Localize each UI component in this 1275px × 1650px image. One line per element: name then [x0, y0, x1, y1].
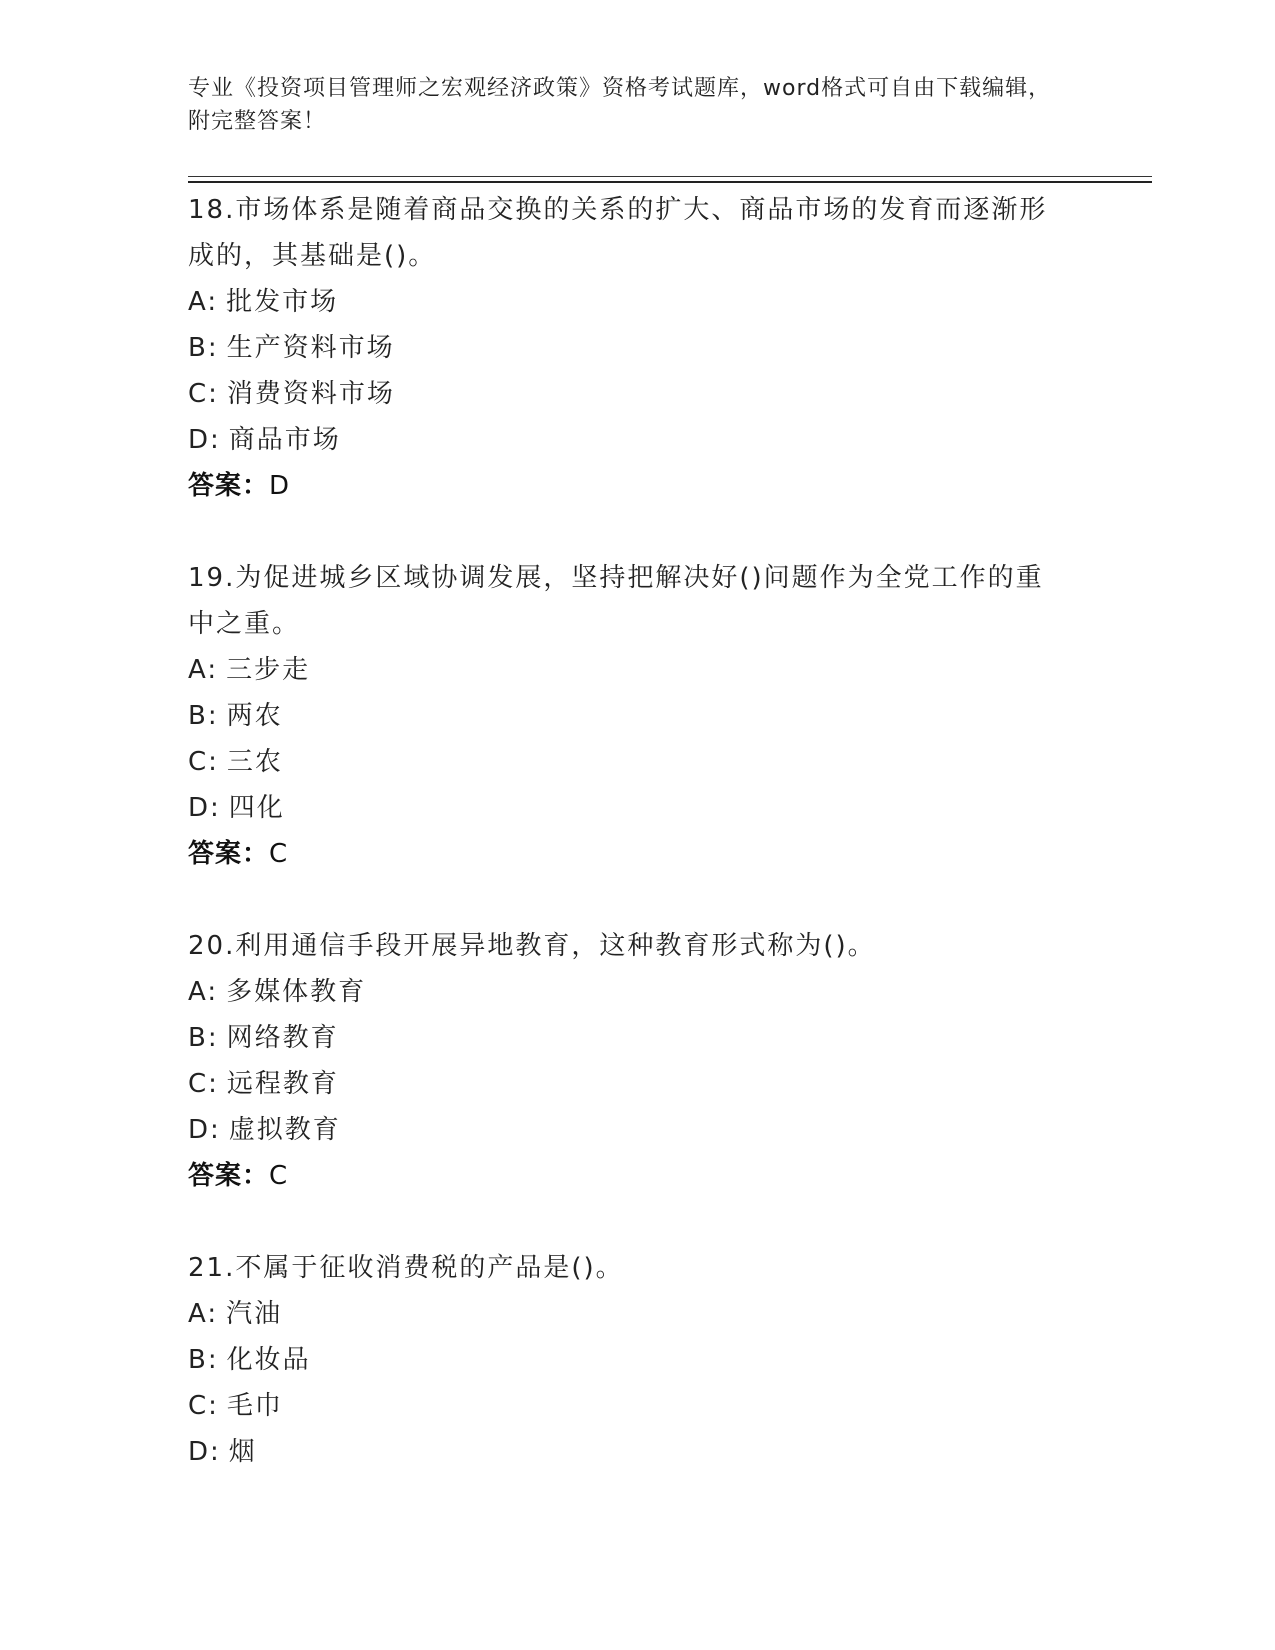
option-d — [188, 1429, 1088, 1475]
option-key: D: — [188, 793, 221, 823]
option-key: C: — [188, 1391, 219, 1421]
document-header: 专业《投资项目管理师之宏观经济政策》资格考试题库，word格式可自由下载编辑，附完整答案！ — [188, 76, 1052, 134]
header-divider-thick — [188, 181, 1152, 183]
option-a — [188, 647, 1088, 693]
header-divider-thin — [188, 176, 1152, 177]
question-spacer — [188, 509, 1088, 555]
option-a — [188, 969, 1088, 1015]
option-text: 消费资料市场 — [226, 379, 395, 409]
option-key: B: — [188, 701, 219, 731]
question-list — [188, 187, 1088, 1475]
question-spacer — [188, 877, 1088, 923]
option-b — [188, 1015, 1088, 1061]
option-key: D: — [188, 1115, 221, 1145]
answer-label: 答案： — [188, 839, 270, 869]
option-text: 三农 — [226, 747, 283, 777]
option-d — [188, 417, 1088, 463]
option-text: 毛巾 — [226, 1391, 283, 1421]
option-text: 四化 — [228, 793, 285, 823]
option-text: 生产资料市场 — [226, 333, 395, 363]
question-18 — [188, 187, 1088, 509]
question-stem: 21.不属于征收消费税的产品是()。 — [188, 1253, 624, 1283]
option-text: 汽油 — [226, 1299, 283, 1329]
option-text: 化妆品 — [226, 1345, 311, 1375]
answer-value: C — [269, 1161, 289, 1191]
option-b — [188, 1337, 1088, 1383]
question-20 — [188, 923, 1088, 1199]
option-d — [188, 1107, 1088, 1153]
option-a — [188, 1291, 1088, 1337]
question-stem: 18.市场体系是随着商品交换的关系的扩大、商品市场的发育而逐渐形成的，其基础是()。 — [188, 195, 1048, 271]
option-key: A: — [188, 655, 219, 685]
answer-value: C — [269, 839, 289, 869]
answer-line — [188, 831, 1088, 877]
answer-line — [188, 1153, 1088, 1199]
answer-line — [188, 463, 1088, 509]
option-key: C: — [188, 379, 219, 409]
option-b — [188, 325, 1088, 371]
option-text: 网络教育 — [226, 1023, 339, 1053]
question-stem: 20.利用通信手段开展异地教育，这种教育形式称为()。 — [188, 931, 876, 961]
answer-label: 答案： — [188, 471, 270, 501]
question-spacer — [188, 1199, 1088, 1245]
option-key: C: — [188, 747, 219, 777]
option-key: D: — [188, 1437, 221, 1467]
option-text: 两农 — [226, 701, 283, 731]
question-stem: 19.为促进城乡区域协调发展，坚持把解决好()问题作为全党工作的重中之重。 — [188, 563, 1044, 639]
option-text: 远程教育 — [226, 1069, 339, 1099]
option-key: A: — [188, 287, 219, 317]
option-a — [188, 279, 1088, 325]
option-text: 商品市场 — [228, 425, 341, 455]
option-key: B: — [188, 333, 219, 363]
option-text: 多媒体教育 — [226, 977, 367, 1007]
answer-label: 答案： — [188, 1161, 270, 1191]
option-b — [188, 693, 1088, 739]
option-c — [188, 1061, 1088, 1107]
option-text: 烟 — [228, 1437, 257, 1467]
option-text: 虚拟教育 — [228, 1115, 341, 1145]
option-text: 三步走 — [226, 655, 311, 685]
answer-value: D — [269, 471, 291, 501]
option-key: A: — [188, 977, 219, 1007]
option-c — [188, 371, 1088, 417]
option-text: 批发市场 — [226, 287, 339, 317]
question-21 — [188, 1245, 1088, 1475]
option-key: B: — [188, 1345, 219, 1375]
option-d — [188, 785, 1088, 831]
option-c — [188, 1383, 1088, 1429]
option-key: C: — [188, 1069, 219, 1099]
option-key: B: — [188, 1023, 219, 1053]
option-c — [188, 739, 1088, 785]
option-key: D: — [188, 425, 221, 455]
option-key: A: — [188, 1299, 219, 1329]
question-19 — [188, 555, 1088, 877]
